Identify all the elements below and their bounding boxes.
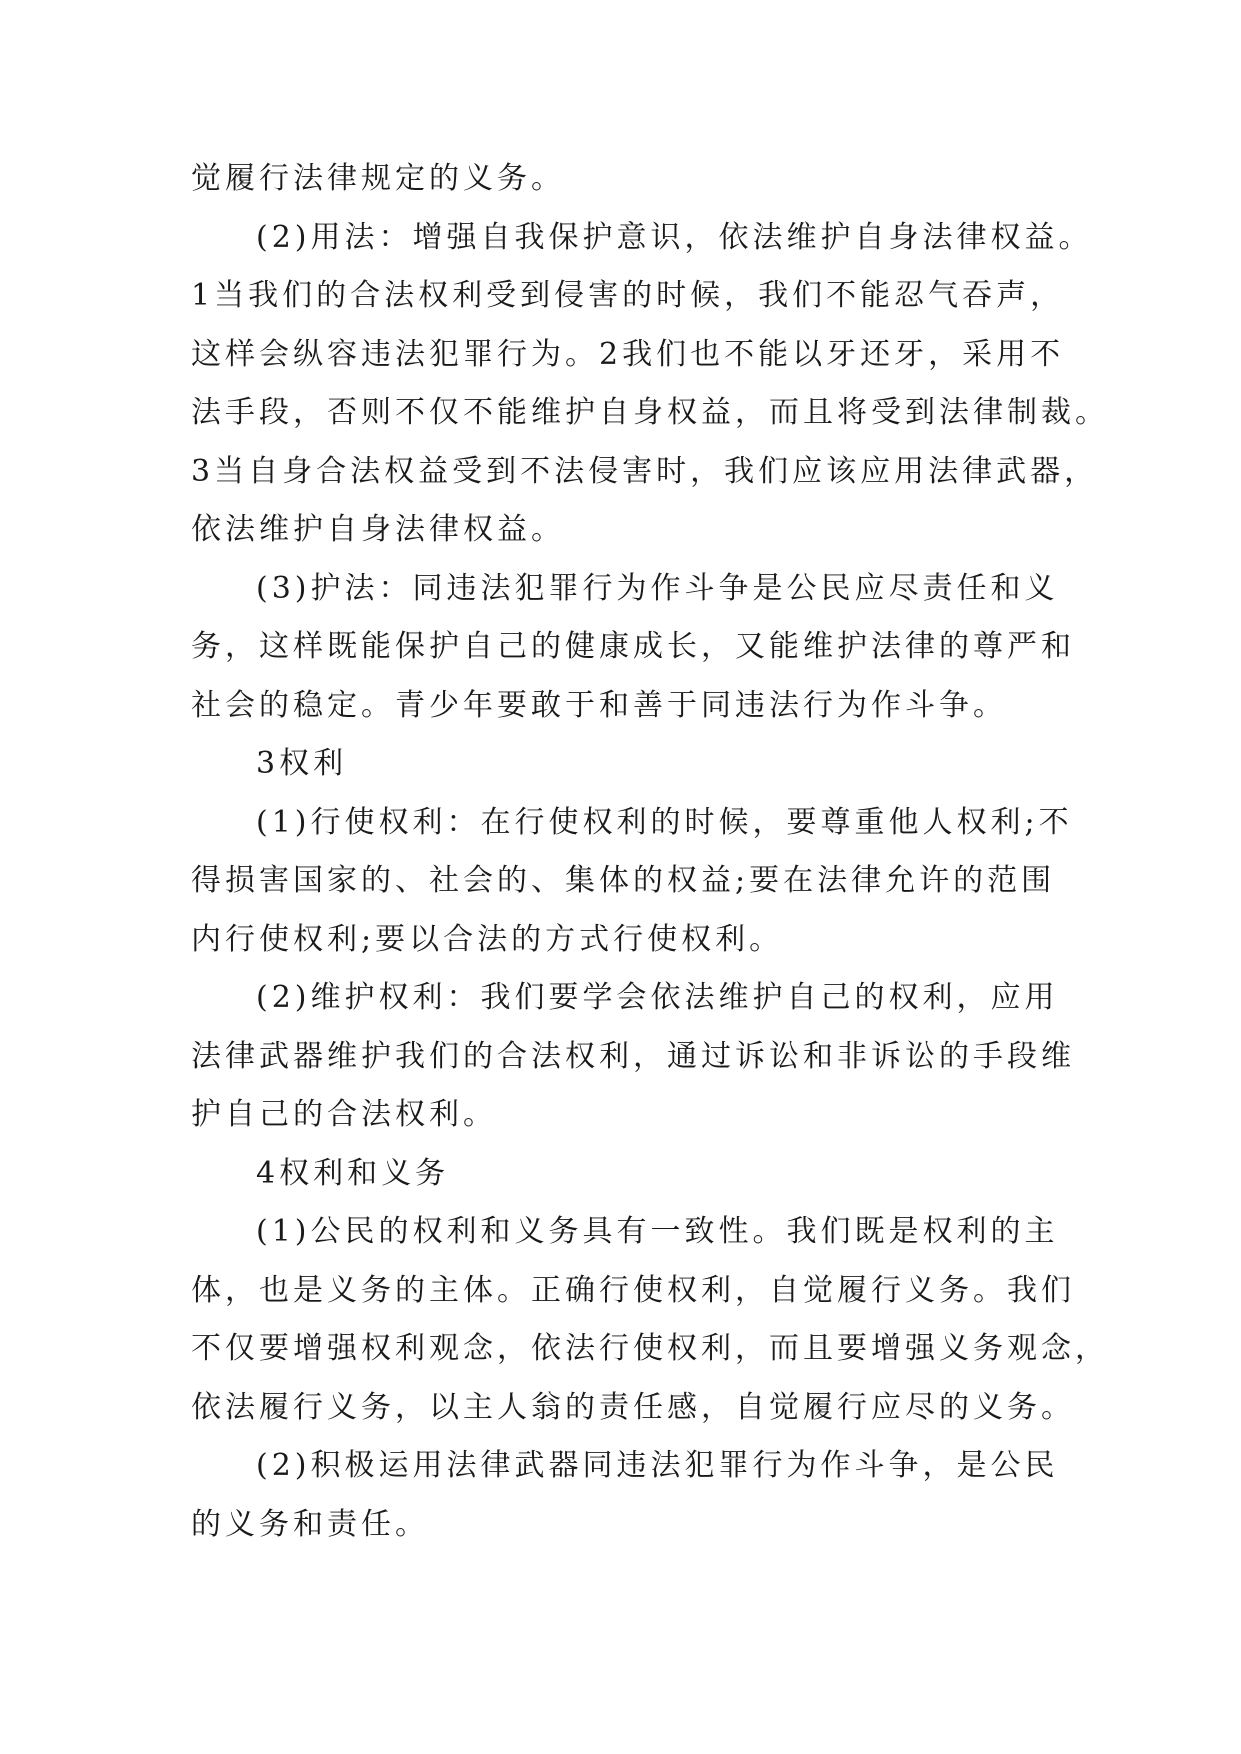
text-line: 依法履行义务，以主人翁的责任感，自觉履行应尽的义务。: [191, 1389, 1075, 1425]
text-line: 法律武器维护我们的合法权利，通过诉讼和非诉讼的手段维: [191, 1038, 1075, 1074]
text-line: (2)维护权利：我们要学会依法维护自己的权利，应用: [256, 980, 1059, 1015]
text-line: 的义务和责任。: [191, 1506, 429, 1542]
text-line: (2)积极运用法律武器同违法犯罪行为作斗争，是公民: [256, 1448, 1059, 1483]
text-line: 体，也是义务的主体。正确行使权利，自觉履行义务。我们: [191, 1272, 1075, 1308]
text-line: (1)公民的权利和义务具有一致性。我们既是权利的主: [256, 1214, 1059, 1249]
text-line: (2)用法：增强自我保护意识，依法维护自身法律权益。: [256, 219, 1093, 255]
section-heading: 3权利: [256, 746, 348, 781]
text-line: 得损害国家的、社会的、集体的权益;要在法律允许的范围: [191, 863, 1056, 898]
text-line: 不仅要增强权利观念，依法行使权利，而且要增强义务观念，: [191, 1331, 1109, 1366]
text-line: 法手段，否则不仅不能维护自身权益，而且将受到法律制裁。: [191, 395, 1109, 430]
document-body: [191, 150, 1109, 1554]
text-line: 这样会纵容违法犯罪行为。2我们也不能以牙还牙，采用不: [191, 336, 1065, 372]
text-line: 3当自身合法权益受到不法侵害时，我们应该应用法律武器，: [191, 453, 1099, 489]
text-line: (3)护法：同违法犯罪行为作斗争是公民应尽责任和义: [256, 570, 1059, 606]
text-line: 务，这样既能保护自己的健康成长，又能维护法律的尊严和: [191, 629, 1075, 664]
section-heading: 4权利和义务: [256, 1155, 450, 1191]
text-line: 1当我们的合法权利受到侵害的时候，我们不能忍气吞声，: [191, 278, 1065, 313]
text-line: 社会的稳定。青少年要敢于和善于同违法行为作斗争。: [191, 687, 1007, 723]
text-line: 内行使权利;要以合法的方式行使权利。: [191, 921, 784, 957]
text-line: (1)行使权利：在行使权利的时候，要尊重他人权利;不: [256, 804, 1073, 840]
text-line: 觉履行法律规定的义务。: [191, 161, 565, 196]
text-line: 依法维护自身法律权益。: [191, 512, 565, 547]
text-line: 护自己的合法权利。: [191, 1097, 497, 1132]
